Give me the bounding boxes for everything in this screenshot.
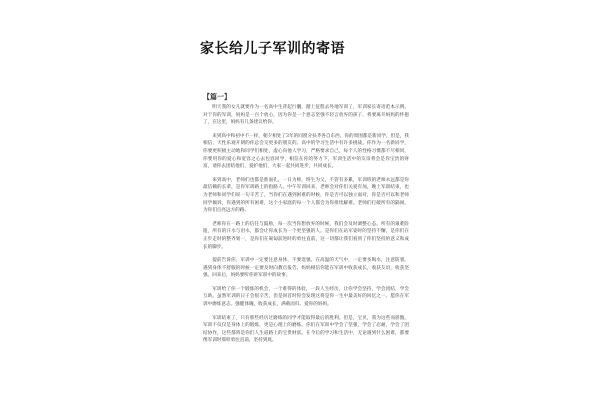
- paragraph: 提前告诉你，军训中一定要注意身体，不要逞强。在高温的天气中，一定要多喝水，注意防暑。遇到身体不舒服的时候一定要及时向教官报告。妈妈相信你能在军训中收获成长，收获友谊，收获坚强。回来后，妈妈要听你讲军训中的故事。: [203, 258, 409, 279]
- paragraph: 军训给了你一个锻炼的机会，一个难得的体验，一段人生经历，让你学会坚持，学会团结，学会互助。虽然军训的日子会很辛苦，但是回首时你会发现这将是你一生中最美好的回忆之一。愿你在军训中磨炼意志，强健体魄，收获成长，满载而归。爱你的妈妈。: [203, 286, 409, 308]
- paragraph: 来到高中，老师们也都是新面孔，一日为师，终生为父，不管有多累，军训班的老师永远都是你最信赖的长辈，是你军训路上的指路人。中午军训回来，老师会对你们关爱有加，晚上军训结束，也为老师和同学们说一句辛苦了，当你们在遇到困难的时候，你是否可以独立面对，你是否可以和老师同学倾诉，你遇到的所有困难，这个小家庭的每一个人都会为你排忧解难。老师们打破所有的隔阂，为你们点亮远方的路。: [203, 177, 409, 214]
- article-body: [203, 104, 409, 351]
- paragraph: 明天我的女儿就要作为一名高中生背起行囊，踏上征程去外地军训了，军训家长寄语范本示例。对于你的军训，妈妈是一百个放心，因为你是一个意志坚强不轻言放弃的孩子，将要离开妈妈的怀抱了，在这里，妈妈有几条建议给你。: [203, 105, 409, 126]
- paragraph: 来到高中和初中不一样，朝夕相处了3年的同窗分扶齐各自东西，你的周围都是新同学，但是，我相信，天性乐观开朗的你总会交更多的朋友的。高中的学习生活中有许多挑战，你作为一名新同学，你要更积极主动地和同学们相处，虚心向他人学习，严格要求自己，每个人的性格习惯都不尽相同，你要用你的爱心和宽容之心去包容同学，相信在你的努力下，军训生活中的友谊将会是你宝贵的财富，请你去团结他们，爱护他们，大家一起共同进步，共同成长。: [203, 133, 409, 170]
- section-label: 【篇一】: [203, 92, 231, 101]
- page-title: 家长给儿子军训的寄语: [200, 41, 345, 57]
- paragraph: 军训结束了，只有那些经历过磨练的同学才能取得最后的胜利。但是，宝贝，我为这些而骄傲。军训不仅仅是身体上的锻炼，更是心理上的磨练。你们在军训中学会了坚强，学会了忍耐，学会了团结协作，这些都将是你们人生道路上的宝贵财富。在今后的学习和生活中，无论遇到什么困难，都要像军训时那样勇往直前，坚持到底。: [203, 315, 409, 344]
- paragraph: 老师你在一路上的信任与鼓励，每一次当你想放弃的时候，我们会及时调整心态。所有的艰难险阻，所有的汗水与泪水，都会让你成长为一个更坚强的人。是你们在站军姿时的坚持不懈，是你们在正步走时的整齐划一，是你们在匍匐前进时的勇往直前，这一切都让我们看到了你们坚持的意义和成长的脚步。: [203, 221, 409, 250]
